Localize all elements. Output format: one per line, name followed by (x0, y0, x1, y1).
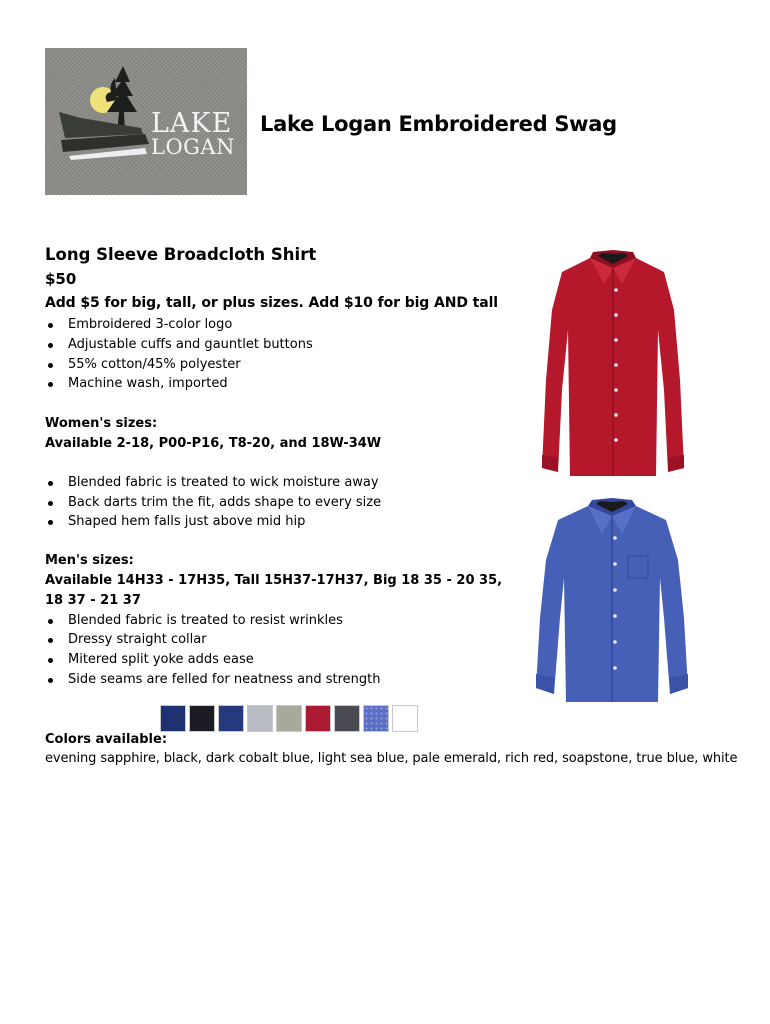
womens-sizes-availability: Available 2-18, P00-P16, T8-20, and 18W-34W (45, 435, 382, 451)
list-item: Embroidered 3-color logo (45, 315, 525, 335)
colors-available-label: Colors available: (45, 732, 168, 747)
list-item: Machine wash, imported (45, 374, 525, 394)
color-swatch (247, 705, 273, 732)
color-swatch (334, 705, 360, 732)
mens-sizes-heading: Men's sizes: (45, 553, 134, 569)
product-description (45, 243, 525, 690)
color-swatch (363, 705, 389, 732)
list-item: Blended fabric is treated to resist wrinkles (45, 611, 525, 631)
product-title: Long Sleeve Broadcloth Shirt (45, 245, 317, 264)
list-item: Dressy straight collar (45, 630, 525, 650)
page-title: Lake Logan Embroidered Swag (260, 112, 617, 136)
list-item: Blended fabric is treated to wick moisture away (45, 473, 525, 493)
logo-wordmark (151, 110, 235, 158)
color-swatch (160, 705, 186, 732)
product-feature-list (45, 315, 525, 394)
logo-line-1: LAKE (151, 108, 233, 139)
list-item: Side seams are felled for neatness and strength (45, 670, 525, 690)
list-item: Back darts trim the fit, adds shape to every size (45, 493, 525, 513)
logo-line-2: LOGAN (151, 135, 235, 159)
mens-feature-list (45, 611, 525, 690)
mens-shirt-image (532, 498, 692, 706)
size-surcharge-note: Add $5 for big, tall, or plus sizes. Add $10 for big AND tall (45, 295, 498, 311)
womens-feature-list (45, 473, 525, 532)
colors-available-list: evening sapphire, black, dark cobalt blue, light sea blue, pale emerald, rich red, soapstone, true blue, white (45, 751, 738, 766)
list-item: Mitered split yoke adds ease (45, 650, 525, 670)
list-item: Adjustable cuffs and gauntlet buttons (45, 335, 525, 355)
color-swatch (305, 705, 331, 732)
color-swatches (160, 705, 418, 732)
womens-shirt-image (538, 250, 688, 482)
mens-sizes-availability: Available 14H33 - 17H35, Tall 15H37-17H37, Big 18 35 - 20 35, 18 37 - 21 37 (45, 572, 503, 608)
lake-logan-logo (45, 48, 247, 195)
color-swatch (218, 705, 244, 732)
product-price: $50 (45, 270, 77, 288)
womens-sizes-heading: Women's sizes: (45, 416, 158, 432)
list-item: 55% cotton/45% polyester (45, 355, 525, 375)
color-swatch (392, 705, 418, 732)
color-swatch (276, 705, 302, 732)
list-item: Shaped hem falls just above mid hip (45, 512, 525, 532)
color-swatch (189, 705, 215, 732)
